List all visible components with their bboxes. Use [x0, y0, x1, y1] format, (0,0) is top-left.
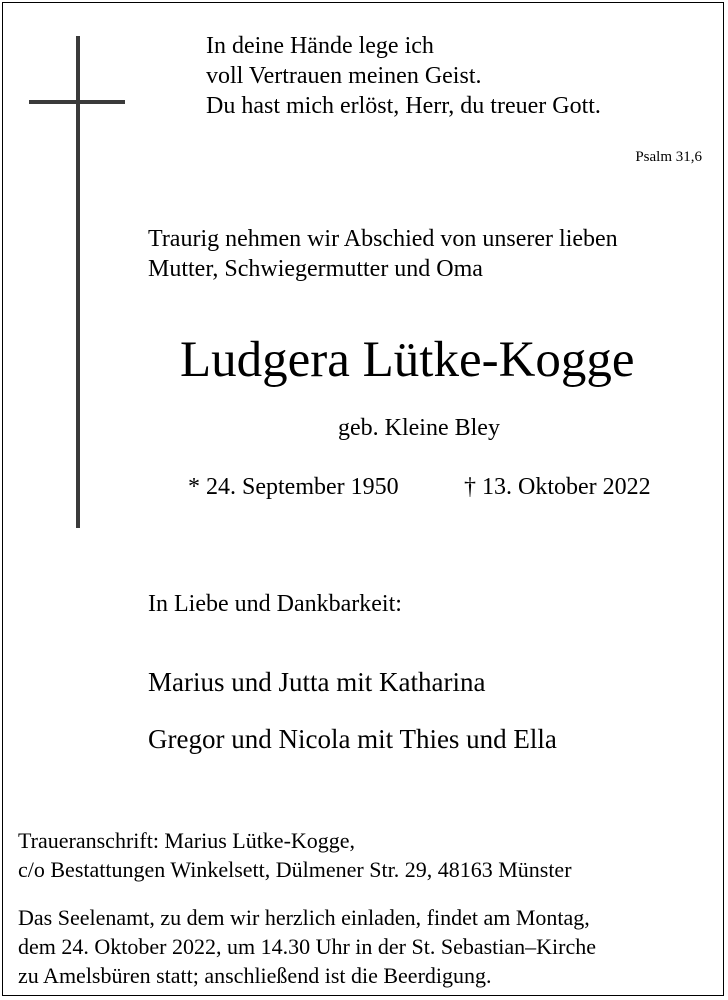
- verse-line: Du hast mich erlöst, Herr, du treuer Gott.: [206, 93, 601, 119]
- birth-date: * 24. September 1950: [188, 474, 399, 500]
- intro-text: [148, 224, 618, 284]
- cross-vertical-bar: [76, 36, 80, 528]
- family-entry: Gregor und Nicola mit Thies und Ella: [148, 724, 557, 754]
- mourners-heading: In Liebe und Dankbarkeit:: [148, 591, 402, 617]
- address-line: c/o Bestattungen Winkelsett, Dülmener Str. 29, 48163 Münster: [18, 857, 572, 882]
- family-entry: Marius und Jutta mit Katharina: [148, 667, 486, 697]
- mourning-address: [18, 826, 572, 884]
- service-line: zu Amelsbüren statt; anschließend ist die Beerdigung.: [18, 963, 492, 988]
- cross-horizontal-bar: [29, 100, 125, 104]
- death-date: † 13. Oktober 2022: [464, 474, 651, 500]
- bible-verse: [206, 31, 601, 121]
- service-line: Das Seelenamt, zu dem wir herzlich einladen, findet am Montag,: [18, 905, 590, 930]
- verse-line: voll Vertrauen meinen Geist.: [206, 63, 482, 89]
- service-line: dem 24. Oktober 2022, um 14.30 Uhr in der St. Sebastian–Kirche: [18, 934, 597, 959]
- verse-reference: Psalm 31,6: [635, 149, 702, 165]
- intro-line: Traurig nehmen wir Abschied von unserer lieben: [148, 226, 618, 252]
- address-line: Traueranschrift: Marius Lütke-Kogge,: [18, 828, 356, 853]
- maiden-name: geb. Kleine Bley: [338, 415, 500, 441]
- service-notice: [18, 903, 596, 990]
- verse-line: In deine Hände lege ich: [206, 33, 434, 59]
- intro-line: Mutter, Schwiegermutter und Oma: [148, 256, 483, 282]
- deceased-name: Ludgera Lütke-Kogge: [180, 332, 635, 388]
